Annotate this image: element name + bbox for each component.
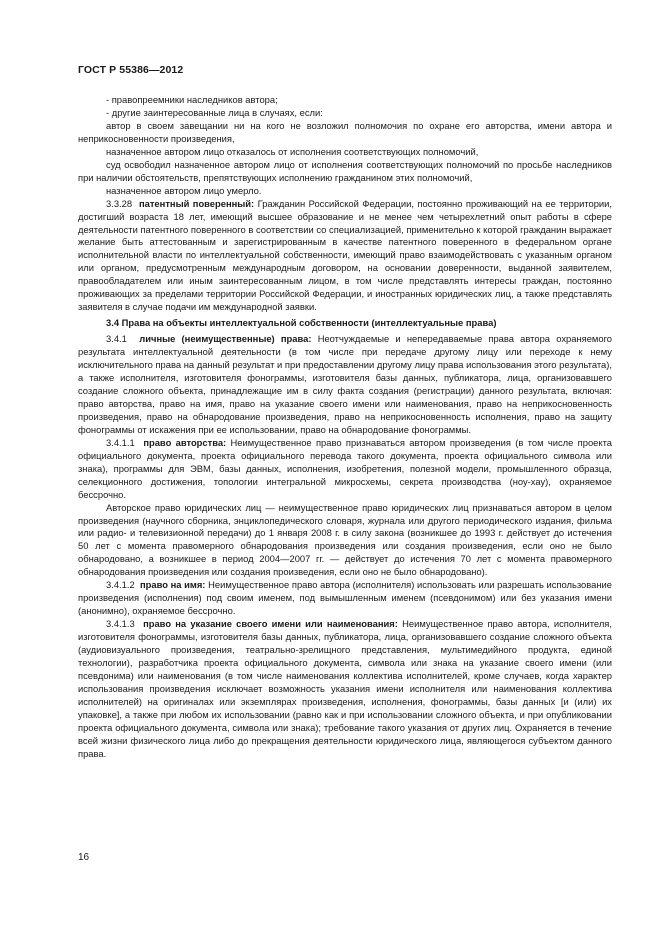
- defined-term: право на указание своего имени или наименования:: [143, 618, 398, 630]
- paragraph: назначенное автором лицо умерло.: [106, 184, 262, 196]
- section-heading: 3.4 Права на объекты интеллектуальной собственности (интеллектуальные права): [106, 317, 497, 329]
- clause-number: 3.4.1.2: [106, 579, 135, 591]
- definition-text: Неотчуждаемые и непередаваемые права автора охраняемого результата интеллектуальной деятельности (в том числе при передаче другому лицу или переходе к нему исключительного права на данный результат и при предоставлении другому лицу права использования этого результата), а также исполнителя, изготовителя фонограммы, изготовителя базы данных, публикатора, лица, организовавшего создание сложного объекта, принадлежащие им в силу факта создания (регистрации) данного результата, включая: право авторства, право на имя, право на указание своего имени или наименования, право на неприкосновенность произведения, право на обнародование произведения, право на неприкосновенность исполнения, право на защиту фонограммы от искажения при ее использовании, право на обнародование фонограммы.: [78, 333, 612, 435]
- clause-number: 3.4.1: [106, 333, 127, 345]
- definition-text: Неимущественное право автора, исполнителя, изготовителя фонограммы, изготовителя базы данных, публикатора, лица, организовавшего создание сложного объекта (аудиовизуального произведения, театрально-зрелищного представления, мультимедийного продукта, единой технологии), разработчика проекта официального документа, символа или знака на указание своего имени (или псевдонима) или наименования (в том числе наименования коллектива исполнителей, кроме случаев, когда характер использования произведения исключает возможность указания имени исполнителя или наименования коллектива исполнителей) на оригиналах или экземплярах произведения, исполнения, фонограммы, базы данных [и (или) их упаковке], а также при любом их использовании (равно как и при использовании сложного объекта, и при опубликовании проекта официального документа, символа или знака); требование такого указания от других лиц. Охраняется в течение всей жизни физического лица либо до прекращения деятельности юридического лица, являющегося субъектом данного права.: [78, 618, 612, 759]
- definition-3-4-1-3: [78, 618, 612, 760]
- page-number: 16: [78, 852, 90, 863]
- clause-number: 3.4.1.3: [106, 618, 135, 630]
- definition-3-4-1: [78, 333, 612, 437]
- defined-term: право на имя:: [139, 579, 206, 591]
- defined-term: личные (неимущественные) права:: [139, 333, 312, 345]
- definition-text: Неимущественное право автора (исполнителя) использовать или разрешать использование произведения (исполнения) под своим именем, под вымышленным именем (псевдонимом) или без указания имени (анонимно), охраняемое бессрочно.: [78, 579, 612, 617]
- definition-3-4-1-2: [78, 579, 612, 618]
- list-item: - другие заинтересованные лица в случаях, если:: [106, 106, 323, 118]
- definition-text: Неимущественное право признаваться автором произведения (в том числе проекта официального документа, проекта официального перевода такого документа, проекта официального символа или знака), программы для ЭВМ, базы данных, исполнения, изобретения, полезной модели, промышленного образца, селекционного достижения, топологии интегральной микросхемы, секрета производства (ноу-хау), охраняемое бессрочно.: [78, 436, 612, 500]
- paragraph: назначенное автором лицо отказалось от исполнения соответствующих полномочий,: [106, 145, 479, 157]
- paragraph: Авторское право юридических лиц — неимущественное право юридических лиц признаваться автором в целом произведения (научного сборника, энциклопедического словаря, журнала или другого периодического издания, фильма или радио- и телевизионной передачи) до 1 января 2008 г. в силу закона (возникшее до 1993 г. действует до истечения 50 лет с момента правомерного обнародования произведения или создания произведения, если оно не было обнародовано, а возникшее в период 2004—2007 гг. — действует до истечения 70 лет с момента правомерного обнародования произведения или создания произведения, если оно не было обнародовано).: [78, 501, 612, 578]
- document-body: [78, 94, 612, 761]
- defined-term: патентный поверенный:: [138, 197, 255, 209]
- definition-text: Гражданин Российской Федерации, постоянно проживающий на ее территории, достигший возраста 18 лет, имеющий высшее образование и не менее чем четырехлетний опыт работы в сфере деятельности патентного поверенного в соответствии со специализацией, применительно к которой гражданин выражает желание быть аттестованным и зарегистрированным в качестве патентного поверенного в федеральном органе исполнительной власти по интеллектуальной собственности, имеющий право взаимодействовать с указанным органом или органом, предусмотренным международным договором, на основании доверенности, выданной заявителем, правообладателем или иным заинтересованным лицом, в том числе представлять интересы граждан, постоянно проживающих за пределами территории Российской Федерации, и иностранных юридических лиц, а также представлять заявителя в случае подачи им международной заявки.: [78, 197, 613, 313]
- definition-3-3-28: [78, 198, 612, 315]
- definition-3-4-1-1: [78, 437, 612, 502]
- defined-term: право авторства:: [143, 436, 227, 448]
- clause-number: 3.3.28: [106, 197, 133, 209]
- document-code: ГОСТ Р 55386—2012: [78, 64, 184, 76]
- list-item: - правопреемники наследников автора;: [106, 94, 278, 105]
- paragraph: суд освободил назначенное автором лицо от исполнения соответствующих полномочий по просьбе наследников при наличии обстоятельств, препятствующих исполнению гражданином этих полномочий,: [78, 158, 612, 183]
- paragraph: автор в своем завещании ни на кого не возложил полномочия по охране его авторства, имени автора и неприкосновенности произведения,: [78, 119, 612, 144]
- clause-number: 3.4.1.1: [106, 436, 135, 448]
